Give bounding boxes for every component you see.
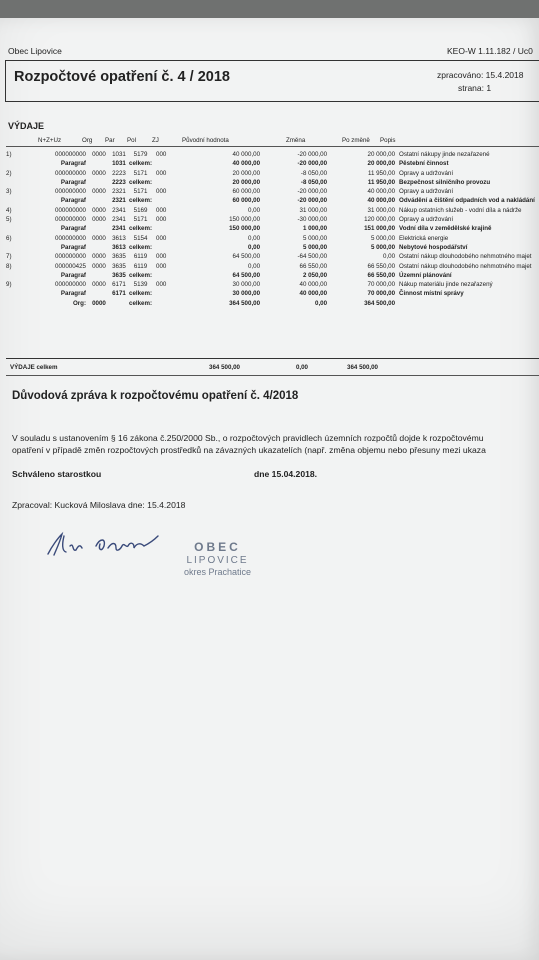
cell-t: Ostatní nákup dlouhodobého nehmotného majet — [399, 262, 532, 270]
cell-b — [89, 243, 109, 252]
report-heading: Důvodová zpráva k rozpočtovému opatření č. 4/2018 — [12, 390, 299, 402]
cell-c: 2341 — [112, 225, 126, 233]
stamp-line-3: okres Prachatice — [184, 567, 252, 577]
cell-v3: 66 550,00 — [367, 262, 396, 270]
cell-no — [6, 224, 36, 233]
cell-b: 0000 — [92, 281, 106, 289]
cell-d: celkem: — [129, 290, 153, 298]
cell-no: 6) — [6, 234, 12, 242]
cell-v3: 40 000,00 — [367, 188, 396, 196]
cell-e: 000 — [156, 169, 167, 177]
cell-v2: -20 000,00 — [297, 160, 328, 168]
cell-no: 4) — [6, 206, 12, 214]
cell-c: 2321 — [112, 197, 126, 205]
cell-v1: 0,00 — [248, 243, 261, 251]
cell-t: Bezpečnost silničního provozu — [399, 178, 491, 186]
cell-d: 5139 — [133, 281, 148, 289]
cell-a: 000000000 — [55, 281, 86, 289]
signature-icon — [44, 524, 174, 560]
cell-e — [152, 299, 176, 308]
cell-t — [395, 299, 535, 308]
cell-d: celkem: — [129, 160, 153, 168]
cell-v2: 40 000,00 — [299, 290, 328, 298]
ledger-subtotal-row — [6, 289, 535, 298]
cell-t: Odvádění a čištění odpadních vod a nakládání — [399, 197, 535, 205]
cell-b: 0000 — [92, 216, 106, 224]
cell-v2: -30 000,00 — [297, 216, 328, 224]
ledger-subtotal-row — [6, 224, 535, 233]
cell-d: 5154 — [133, 234, 148, 242]
cell-d: 6119 — [133, 262, 148, 270]
cell-c: 3613 — [112, 234, 126, 242]
cell-v3: 0,00 — [383, 253, 396, 261]
cell-a: 000000000 — [55, 234, 86, 242]
cell-c: 2321 — [112, 188, 126, 196]
cell-a: Paragraf — [60, 225, 86, 233]
col-par: Par — [105, 137, 115, 144]
col-pol: Pol — [127, 137, 136, 144]
cell-v3: 120 000,00 — [364, 216, 396, 224]
cell-a: Paragraf — [60, 160, 86, 168]
total-after: 364 500,00 — [347, 364, 378, 371]
cell-v1: 20 000,00 — [232, 169, 261, 177]
cell-v2: 2 050,00 — [302, 271, 328, 279]
ledger-subtotal-row — [6, 178, 535, 187]
cell-v2: -20 000,00 — [297, 188, 328, 196]
ledger-row — [6, 187, 535, 196]
total-bottom-rule — [6, 375, 539, 376]
cell-v3: 151 000,00 — [364, 225, 396, 233]
cell-a: 000000000 — [55, 151, 86, 158]
cell-v1: 60 000,00 — [232, 188, 261, 196]
cell-no: 9) — [6, 281, 12, 289]
document-title: Rozpočtové opatření č. 4 / 2018 — [14, 69, 230, 85]
cell-v2: 5 000,00 — [302, 234, 328, 242]
ledger-table — [6, 150, 535, 308]
report-line-2: opatření v případě změn rozpočtových prostředků na závazných ukazatelích (např. změna objemu nebo přesuny mezi ukaza — [12, 445, 486, 455]
total-label: VÝDAJE celkem — [10, 364, 58, 371]
cell-c: 1031 — [112, 160, 126, 168]
cell-a: Paragraf — [60, 271, 86, 279]
cell-a: Paragraf — [60, 197, 86, 205]
cell-no — [6, 196, 36, 205]
cell-no — [6, 159, 36, 168]
ledger-row — [6, 169, 535, 178]
cell-b: 0000 — [92, 253, 106, 261]
cell-a: 000000000 — [55, 169, 86, 177]
total-change: 0,00 — [295, 364, 308, 371]
prepared-by: Zpracoval: Kucková Miloslava dne: 15.4.2018 — [12, 500, 186, 510]
cell-e — [152, 159, 176, 168]
official-stamp — [184, 540, 251, 577]
cell-d: 5171 — [133, 188, 148, 196]
cell-d: celkem: — [129, 271, 153, 279]
cell-a: 000000425 — [55, 262, 86, 270]
cell-v2: -64 500,00 — [297, 253, 328, 261]
cell-v1: 20 000,00 — [232, 178, 261, 186]
cell-a: 000000000 — [55, 188, 86, 196]
cell-v2: -20 000,00 — [297, 151, 328, 158]
cell-v3: 364 500,00 — [364, 299, 396, 307]
ledger-row — [6, 215, 535, 224]
cell-v3: 66 550,00 — [367, 271, 396, 279]
cell-t: Pěstební činnost — [399, 160, 449, 168]
cell-v3: 11 950,00 — [367, 178, 396, 186]
ledger-row — [6, 150, 535, 159]
cell-b: 0000 — [92, 234, 106, 242]
cell-v1: 40 000,00 — [232, 160, 261, 168]
cell-v1: 64 500,00 — [232, 271, 261, 279]
cell-e: 000 — [156, 206, 167, 214]
cell-no: 5) — [6, 216, 12, 224]
cell-no: 7) — [6, 253, 12, 261]
ledger-row — [6, 262, 535, 271]
cell-no — [6, 243, 36, 252]
processed-date: zpracováno: 15.4.2018 — [437, 70, 524, 80]
cell-d: 5171 — [133, 216, 148, 224]
cell-t: Nebytové hospodářství — [399, 243, 468, 251]
cell-e — [152, 271, 176, 280]
cell-v2: -8 050,00 — [300, 169, 328, 177]
cell-b: 0000 — [92, 262, 106, 270]
cell-c: 2341 — [112, 216, 126, 224]
total-rule — [6, 358, 539, 359]
cell-v2: 5 000,00 — [302, 243, 328, 251]
ledger-subtotal-row — [6, 243, 535, 252]
cell-e — [152, 224, 176, 233]
software-version: KEO-W 1.11.182 / Uc0 — [447, 46, 533, 56]
cell-a: 000000000 — [55, 206, 86, 214]
cell-v3: 31 000,00 — [367, 206, 396, 214]
cell-v3: 5 000,00 — [370, 243, 396, 251]
ledger-row — [6, 234, 535, 243]
cell-no — [6, 178, 36, 187]
cell-no — [6, 289, 36, 298]
cell-v3: 70 000,00 — [367, 281, 396, 289]
cell-no — [6, 299, 36, 308]
col-description: Popis — [380, 137, 396, 144]
cell-no: 2) — [6, 169, 12, 177]
cell-b: 0000 — [92, 151, 106, 158]
cell-c: 6171 — [112, 290, 126, 298]
cell-d: 5169 — [133, 206, 148, 214]
cell-c: 2223 — [112, 169, 126, 177]
cell-c: 3635 — [112, 271, 126, 279]
ledger-subtotal-row — [6, 196, 535, 205]
cell-v2: 1 000,00 — [302, 225, 328, 233]
cell-e: 000 — [156, 151, 167, 158]
cell-c: 6171 — [112, 281, 126, 289]
cell-v1: 0,00 — [248, 206, 261, 214]
ledger-subtotal-row — [6, 299, 535, 308]
cell-v1: 150 000,00 — [229, 216, 261, 224]
organization-name: Obec Lipovice — [8, 46, 62, 56]
cell-t: Vodní díla v zemědělské krajině — [399, 225, 492, 233]
cell-d: celkem: — [129, 299, 153, 307]
col-org: Org — [82, 137, 93, 144]
cell-c: 3635 — [112, 262, 126, 270]
cell-b: 0000 — [92, 299, 106, 307]
col-zj: ZJ — [152, 137, 159, 144]
cell-no: 3) — [6, 188, 12, 196]
cell-d: 5171 — [133, 169, 148, 177]
cell-d: celkem: — [129, 225, 153, 233]
cell-e: 000 — [156, 216, 167, 224]
cell-v1: 0,00 — [248, 262, 261, 270]
cell-v1: 64 500,00 — [232, 253, 261, 261]
cell-t: Opravy a udržování — [399, 169, 454, 177]
cell-c: 3613 — [112, 243, 126, 251]
cell-v3: 5 000,00 — [370, 234, 396, 242]
cell-v2: 40 000,00 — [299, 281, 328, 289]
cell-a: Org: — [72, 299, 86, 307]
cell-a: Paragraf — [60, 290, 86, 298]
col-nzuz: N+Z+Uz — [38, 137, 62, 144]
cell-v2: 0,00 — [315, 299, 328, 307]
cell-e: 000 — [156, 188, 167, 196]
cell-a: 000000000 — [55, 253, 86, 261]
cell-no: 1) — [6, 151, 12, 158]
cell-c: 2223 — [112, 178, 126, 186]
cell-v1: 364 500,00 — [229, 299, 261, 307]
cell-v3: 20 000,00 — [367, 160, 396, 168]
cell-v1: 30 000,00 — [232, 281, 261, 289]
cell-e: 000 — [156, 253, 167, 261]
cell-v2: 66 550,00 — [299, 262, 328, 270]
col-original: Původní hodnota — [182, 137, 229, 144]
cell-t: Nákup ostatních služeb - vodní díla a nádrže — [399, 206, 522, 214]
ledger-row — [6, 206, 535, 215]
report-line-1: V souladu s ustanovením § 16 zákona č.250/2000 Sb., o rozpočtových pravidlech územních rozpočtů dojde k rozpočtovému — [12, 433, 484, 443]
cell-v3: 70 000,00 — [367, 290, 396, 298]
ledger-row — [6, 280, 535, 289]
cell-v3: 11 950,00 — [367, 169, 396, 177]
ledger-subtotal-row — [6, 159, 535, 168]
cell-e: 000 — [156, 262, 167, 270]
cell-t: Činnost místní správy — [399, 290, 464, 298]
cell-d: 5179 — [133, 151, 148, 158]
cell-a: Paragraf — [60, 243, 86, 251]
cell-c: 1031 — [112, 151, 126, 158]
page-number: strana: 1 — [458, 83, 492, 93]
cell-t: Ostatní nákupy jinde nezařazené — [399, 151, 490, 158]
cell-v3: 40 000,00 — [367, 197, 396, 205]
cell-t: Opravy a udržování — [399, 216, 454, 224]
cell-v1: 30 000,00 — [232, 290, 261, 298]
cell-v1: 40 000,00 — [232, 151, 261, 158]
cell-v2: 31 000,00 — [299, 206, 328, 214]
cell-v2: -8 050,00 — [300, 178, 328, 186]
cell-v1: 60 000,00 — [232, 197, 261, 205]
cell-d: celkem: — [129, 197, 153, 205]
cell-no: 8) — [6, 262, 12, 270]
stamp-line-2: LIPOVICE — [186, 555, 249, 566]
cell-t: Elektrická energie — [399, 234, 449, 242]
approved-label: Schváleno starostkou — [12, 469, 102, 479]
cell-b — [89, 271, 109, 280]
cell-v1: 150 000,00 — [229, 225, 261, 233]
cell-e — [152, 196, 176, 205]
cell-b — [89, 196, 109, 205]
cell-a: 000000000 — [55, 216, 86, 224]
cell-b: 0000 — [92, 188, 106, 196]
ledger-row — [6, 252, 535, 261]
col-after: Po změně — [342, 137, 370, 144]
cell-d: celkem: — [129, 243, 153, 251]
approved-date: dne 15.04.2018. — [254, 469, 318, 479]
cell-e — [152, 178, 176, 187]
cell-c: 3635 — [112, 253, 126, 261]
cell-b — [89, 224, 109, 233]
cell-t: Územní plánování — [399, 271, 452, 279]
cell-d: celkem: — [129, 178, 153, 186]
stamp-line-1: OBEC — [194, 540, 241, 554]
section-label: VÝDAJE — [8, 121, 45, 131]
ledger-subtotal-row — [6, 271, 535, 280]
header-rule — [6, 146, 539, 147]
cell-a: Paragraf — [60, 178, 86, 186]
cell-e: 000 — [156, 234, 167, 242]
cell-e — [152, 243, 176, 252]
cell-t: Ostatní nákup dlouhodobého nehmotného majet — [399, 253, 532, 261]
cell-v1: 0,00 — [248, 234, 261, 242]
cell-e — [152, 289, 176, 298]
total-original: 364 500,00 — [209, 364, 240, 371]
cell-b: 0000 — [92, 206, 106, 214]
cell-t: Nákup materiálu jinde nezařazený — [399, 281, 493, 289]
cell-c: 2341 — [112, 206, 126, 214]
background-frame — [0, 0, 539, 18]
cell-b — [89, 178, 109, 187]
cell-d: 6119 — [133, 253, 148, 261]
col-change: Změna — [286, 137, 306, 144]
cell-v2: -20 000,00 — [297, 197, 328, 205]
cell-b — [89, 289, 109, 298]
cell-b — [89, 159, 109, 168]
cell-e: 000 — [156, 281, 167, 289]
cell-t: Opravy a udržování — [399, 188, 454, 196]
cell-c — [109, 299, 129, 308]
cell-no — [6, 271, 36, 280]
cell-v3: 20 000,00 — [367, 151, 396, 158]
cell-b: 0000 — [92, 169, 106, 177]
